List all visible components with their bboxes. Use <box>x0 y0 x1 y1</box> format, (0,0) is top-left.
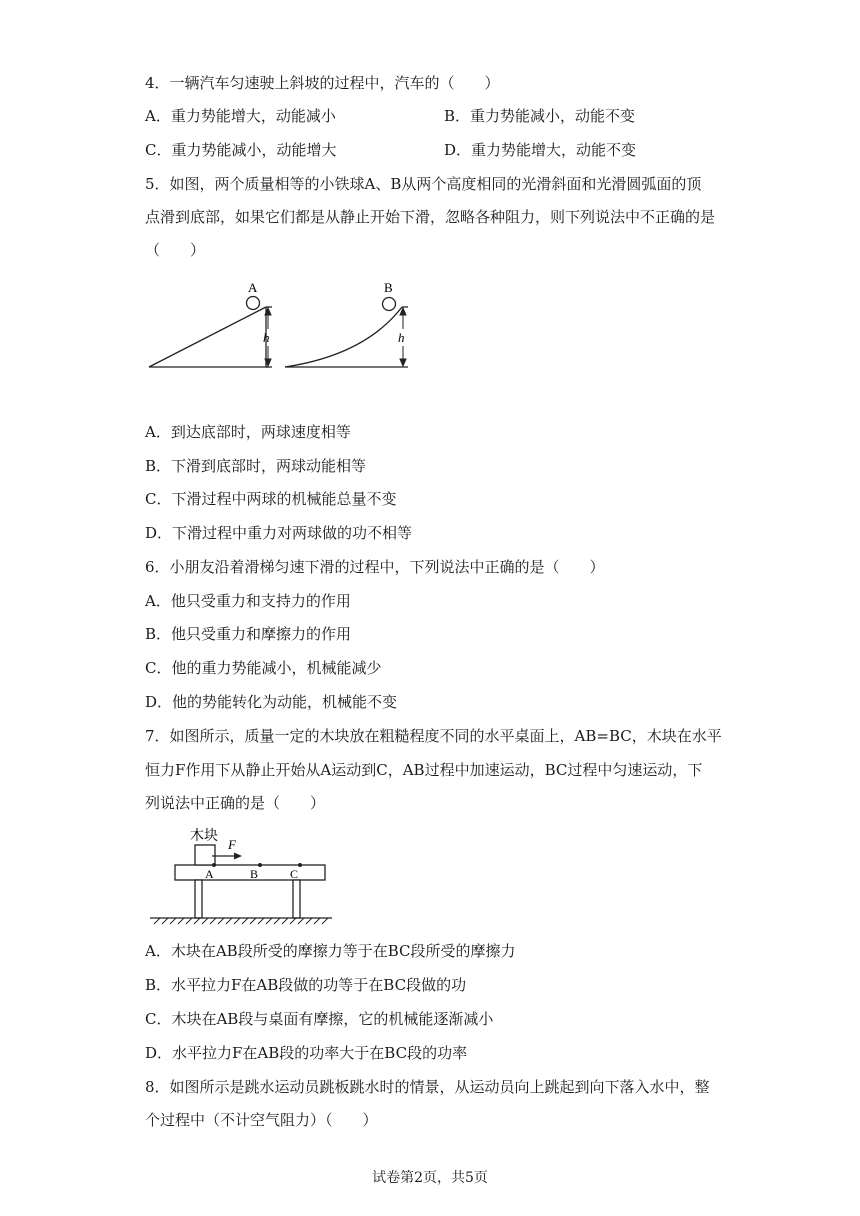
q8-stem-line2: 个过程中（不计空气阻力）（ ） <box>145 1111 378 1129</box>
label-h-b: h <box>398 330 405 345</box>
q4-option-c: C．重力势能减小，动能增大 <box>145 141 337 159</box>
ball-b <box>383 298 396 311</box>
q6-option-b: B．他只受重力和摩擦力的作用 <box>145 625 352 643</box>
point-a-label: A <box>205 867 214 881</box>
q7-option-c: C．木块在AB段与桌面有摩擦，它的机械能逐渐减小 <box>145 1010 494 1028</box>
point-b-dot <box>258 863 262 867</box>
q4-option-b: B．重力势能减小，动能不变 <box>444 107 636 125</box>
q5-figure <box>140 278 420 378</box>
q5-option-a: A．到达底部时，两球速度相等 <box>145 423 351 441</box>
point-b-label: B <box>250 867 259 881</box>
wooden-block <box>195 845 215 865</box>
point-c-dot <box>298 863 302 867</box>
ball-a <box>247 297 260 310</box>
q7-option-a: A．木块在AB段所受的摩擦力等于在BC段所受的摩擦力 <box>145 942 516 960</box>
force-arrow <box>212 853 242 860</box>
q6-option-d: D．他的势能转化为动能，机械能不变 <box>145 693 398 711</box>
q7-option-b: B．水平拉力F在AB段做的功等于在BC段做的功 <box>145 976 467 994</box>
q4-option-d: D．重力势能增大，动能不变 <box>444 141 637 159</box>
force-label: F <box>228 837 236 852</box>
ground <box>150 918 332 924</box>
q7-stem-line3: 列说法中正确的是（ ） <box>145 794 326 812</box>
page-footer: 试卷第2页，共5页 <box>372 1170 488 1186</box>
label-h-a: h <box>263 330 270 345</box>
q5-stem-line3: （ ） <box>145 241 206 259</box>
q6-option-c: C．他的重力势能减小，机械能减少 <box>145 659 382 677</box>
q6-option-a: A．他只受重力和支持力的作用 <box>145 592 351 610</box>
q5-option-c: C．下滑过程中两球的机械能总量不变 <box>145 490 397 508</box>
q4-stem: 4．一辆汽车匀速驶上斜坡的过程中，汽车的（ ） <box>145 74 500 92</box>
q7-figure <box>140 822 400 930</box>
q5-stem-line1: 5．如图，两个质量相等的小铁球A、B从两个高度相同的光滑斜面和光滑圆弧面的顶 <box>145 175 702 193</box>
q4-option-a: A．重力势能增大，动能减小 <box>145 107 336 125</box>
q5-option-d: D．下滑过程中重力对两球做的功不相等 <box>145 524 413 542</box>
q7-stem-line2: 恒力F作用下从静止开始从A运动到C，AB过程中加速运动，BC过程中匀速运动，下 <box>145 761 703 779</box>
incline-slope <box>149 307 272 367</box>
q5-option-b: B．下滑到底部时，两球动能相等 <box>145 457 367 475</box>
q5-stem-line2: 点滑到底部，如果它们都是从静止开始下滑，忽略各种阻力，则下列说法中不正确的是 <box>145 208 716 226</box>
q7-stem-line1: 7．如图所示，质量一定的木块放在粗糙程度不同的水平桌面上，AB=BC，木块在水平 <box>145 727 722 745</box>
label-b: B <box>384 280 393 295</box>
table-legs <box>195 880 300 918</box>
curved-surface <box>285 307 408 367</box>
q7-option-d: D．水平拉力F在AB段的功率大于在BC段的功率 <box>145 1044 468 1062</box>
point-c-label: C <box>290 867 299 881</box>
label-a: A <box>248 280 258 295</box>
q8-stem-line1: 8．如图所示是跳水运动员跳板跳水时的情景，从运动员向上跳起到向下落入水中，整 <box>145 1078 710 1096</box>
q6-stem: 6．小朋友沿着滑梯匀速下滑的过程中，下列说法中正确的是（ ） <box>145 558 605 576</box>
block-label: 木块 <box>190 829 218 844</box>
